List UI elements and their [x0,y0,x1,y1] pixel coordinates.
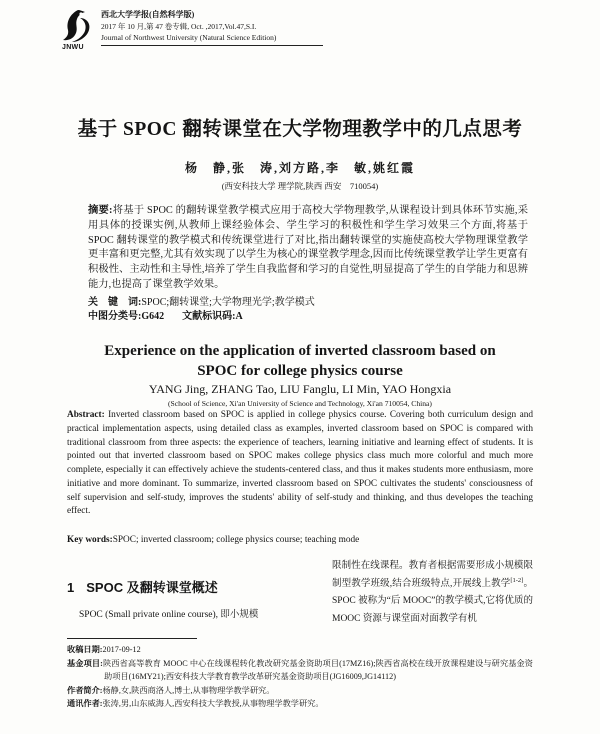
journal-header [101,9,323,46]
abstract-en-text: Inverted classroom based on SPOC is applied in college physics course. Covering both curriculum design and practical implementation aspects, using detailed class as examples, inverted classroom based on SPOC is compared with traditional classroom from three aspects: the experience of teachers, learning initiative and learning effect of students. It is pointed out that inverted classroom based on SPOC makes college physics class much more colorful and much more complete, especially it can effectively achieve the students-centered class, and thus it makes students more enthusiasm, more initiative and more dominant. To summarize, inverted classroom based on SPOC cultivates the students' consciousness of self supervision and self-study, improves the students' ability of self-study and thinking, and thus developes the teaching effect. [67,410,533,517]
footnote-divider [67,638,197,639]
abstract-cn-label: 摘要: [88,205,113,216]
footnote-corresponding [67,697,533,711]
title-en-line1: Experience on the application of inverted classroom based on [104,343,496,359]
fund-label: 基金项目: [67,658,103,668]
footnote-fund [67,657,533,684]
clc-code: G642 [141,311,165,322]
corresponding-author: 张涛,男,山东威海人,西安科技大学教授,从事物理学教学研究。 [102,699,324,709]
keywords-cn-text: SPOC;翻转课堂;大学物理光学;教学模式 [141,297,315,308]
citation-ref: [1-2] [510,576,524,584]
journal-logo [60,8,96,54]
journal-name-en: Journal of Northwest University (Natural Science Edition) [101,32,323,46]
abstract-en-label: Abstract: [67,410,105,420]
abstract-en [67,409,533,519]
doc-code-label: 文献标识码: [182,311,236,322]
author-bio-label: 作者简介: [67,685,103,695]
body-left-column: SPOC (Small private online course), 即小规模 [79,610,259,620]
paper-title-en [40,342,560,381]
affiliation-cn: (西安科技大学 理学院,陕西 西安 710054) [221,181,379,191]
keywords-en [67,535,533,545]
body-right-text-a: 限制性在线课程。教育者根据需要形成小规模限制型教学班级,结合班级特点,开展线上教学 [332,561,533,589]
authors-cn: 杨 静,张 涛,刘方路,李 敏,姚红霞 [184,161,415,175]
journal-logo-icon [60,8,92,44]
keywords-cn-label: 关 键 词: [88,297,142,308]
issue-info: 2017 年 10 月,第 47 卷专辑, Oct. ,2017,Vol.47,S.I. [101,21,257,31]
title-en-line2: SPOC for college physics course [197,362,403,379]
doc-code: A [235,311,243,322]
received-label: 收稿日期: [67,645,103,654]
footnotes [67,643,533,711]
received-date: 2017-09-12 [102,645,141,654]
abstract-cn-text: 将基于 SPOC 的翻转课堂教学模式应用于高校大学物理教学,从课程设计到具体环节实施,采用具体的授课实例,从教师上课经验体会、学生学习的积极性和学生学习效果三个方面,将基于 SPOC 翻转课堂的教学模式和传统课堂进行了对比,指出翻转课堂的实施使高校大学物理课堂教学更丰富和更完整,尤其有效实现了以学生为核心的课堂教学理念,因而比传统课堂教学让学生更富有积极性、主动性和主导性,培养了学生自我监督和学习的自觉性,明显提高了学生的自学能力和思辨能力,也提高了课堂教学效果。 [88,205,528,290]
body-right-column [332,558,533,628]
body-right-text-b: 。SPOC 被称为“后 MOOC”的教学模式,它将优质的 MOOC 资源与课堂面对面教学有机 [332,578,533,624]
keywords-cn [88,293,528,308]
section-title: SPOC 及翻转课堂概述 [86,580,218,595]
footnote-received [67,643,533,657]
fund-text: 陕西省高等教育 MOOC 中心在线课程转化教改研究基金资助项目(17MZ16);陕西省高校在线开放课程建设与研究基金资助项目(16MY21);西安科技大学教育教学改革研究基金资助项目(JG16009,JG14112) [102,658,533,682]
paper-title-cn: 基于 SPOC 翻转课堂在大学物理教学中的几点思考 [77,119,523,140]
author-bio: 杨静,女,陕西商洛人,博士,从事物理学教学研究。 [102,685,275,695]
keywords-en-label: Key words: [67,535,113,545]
authors-en: YANG Jing, ZHANG Tao, LIU Fanglu, LI Min, YAO Hongxia [148,382,452,396]
abstract-cn [88,204,528,293]
classification-line [88,307,528,322]
affiliation-en: (School of Science, Xi'an University of Science and Technology, Xi'an 710054, China) [168,399,432,408]
corresponding-label: 通讯作者: [67,699,103,709]
section-number: 1 [67,580,75,595]
clc-label: 中图分类号: [88,311,142,322]
section-heading [67,577,218,596]
keywords-en-text: SPOC; inverted classroom; college physics course; teaching mode [112,535,360,545]
footnote-author [67,684,533,698]
journal-name-cn: 西北大学学报(自然科学版) [101,10,195,19]
logo-text: JNWU [62,44,84,51]
